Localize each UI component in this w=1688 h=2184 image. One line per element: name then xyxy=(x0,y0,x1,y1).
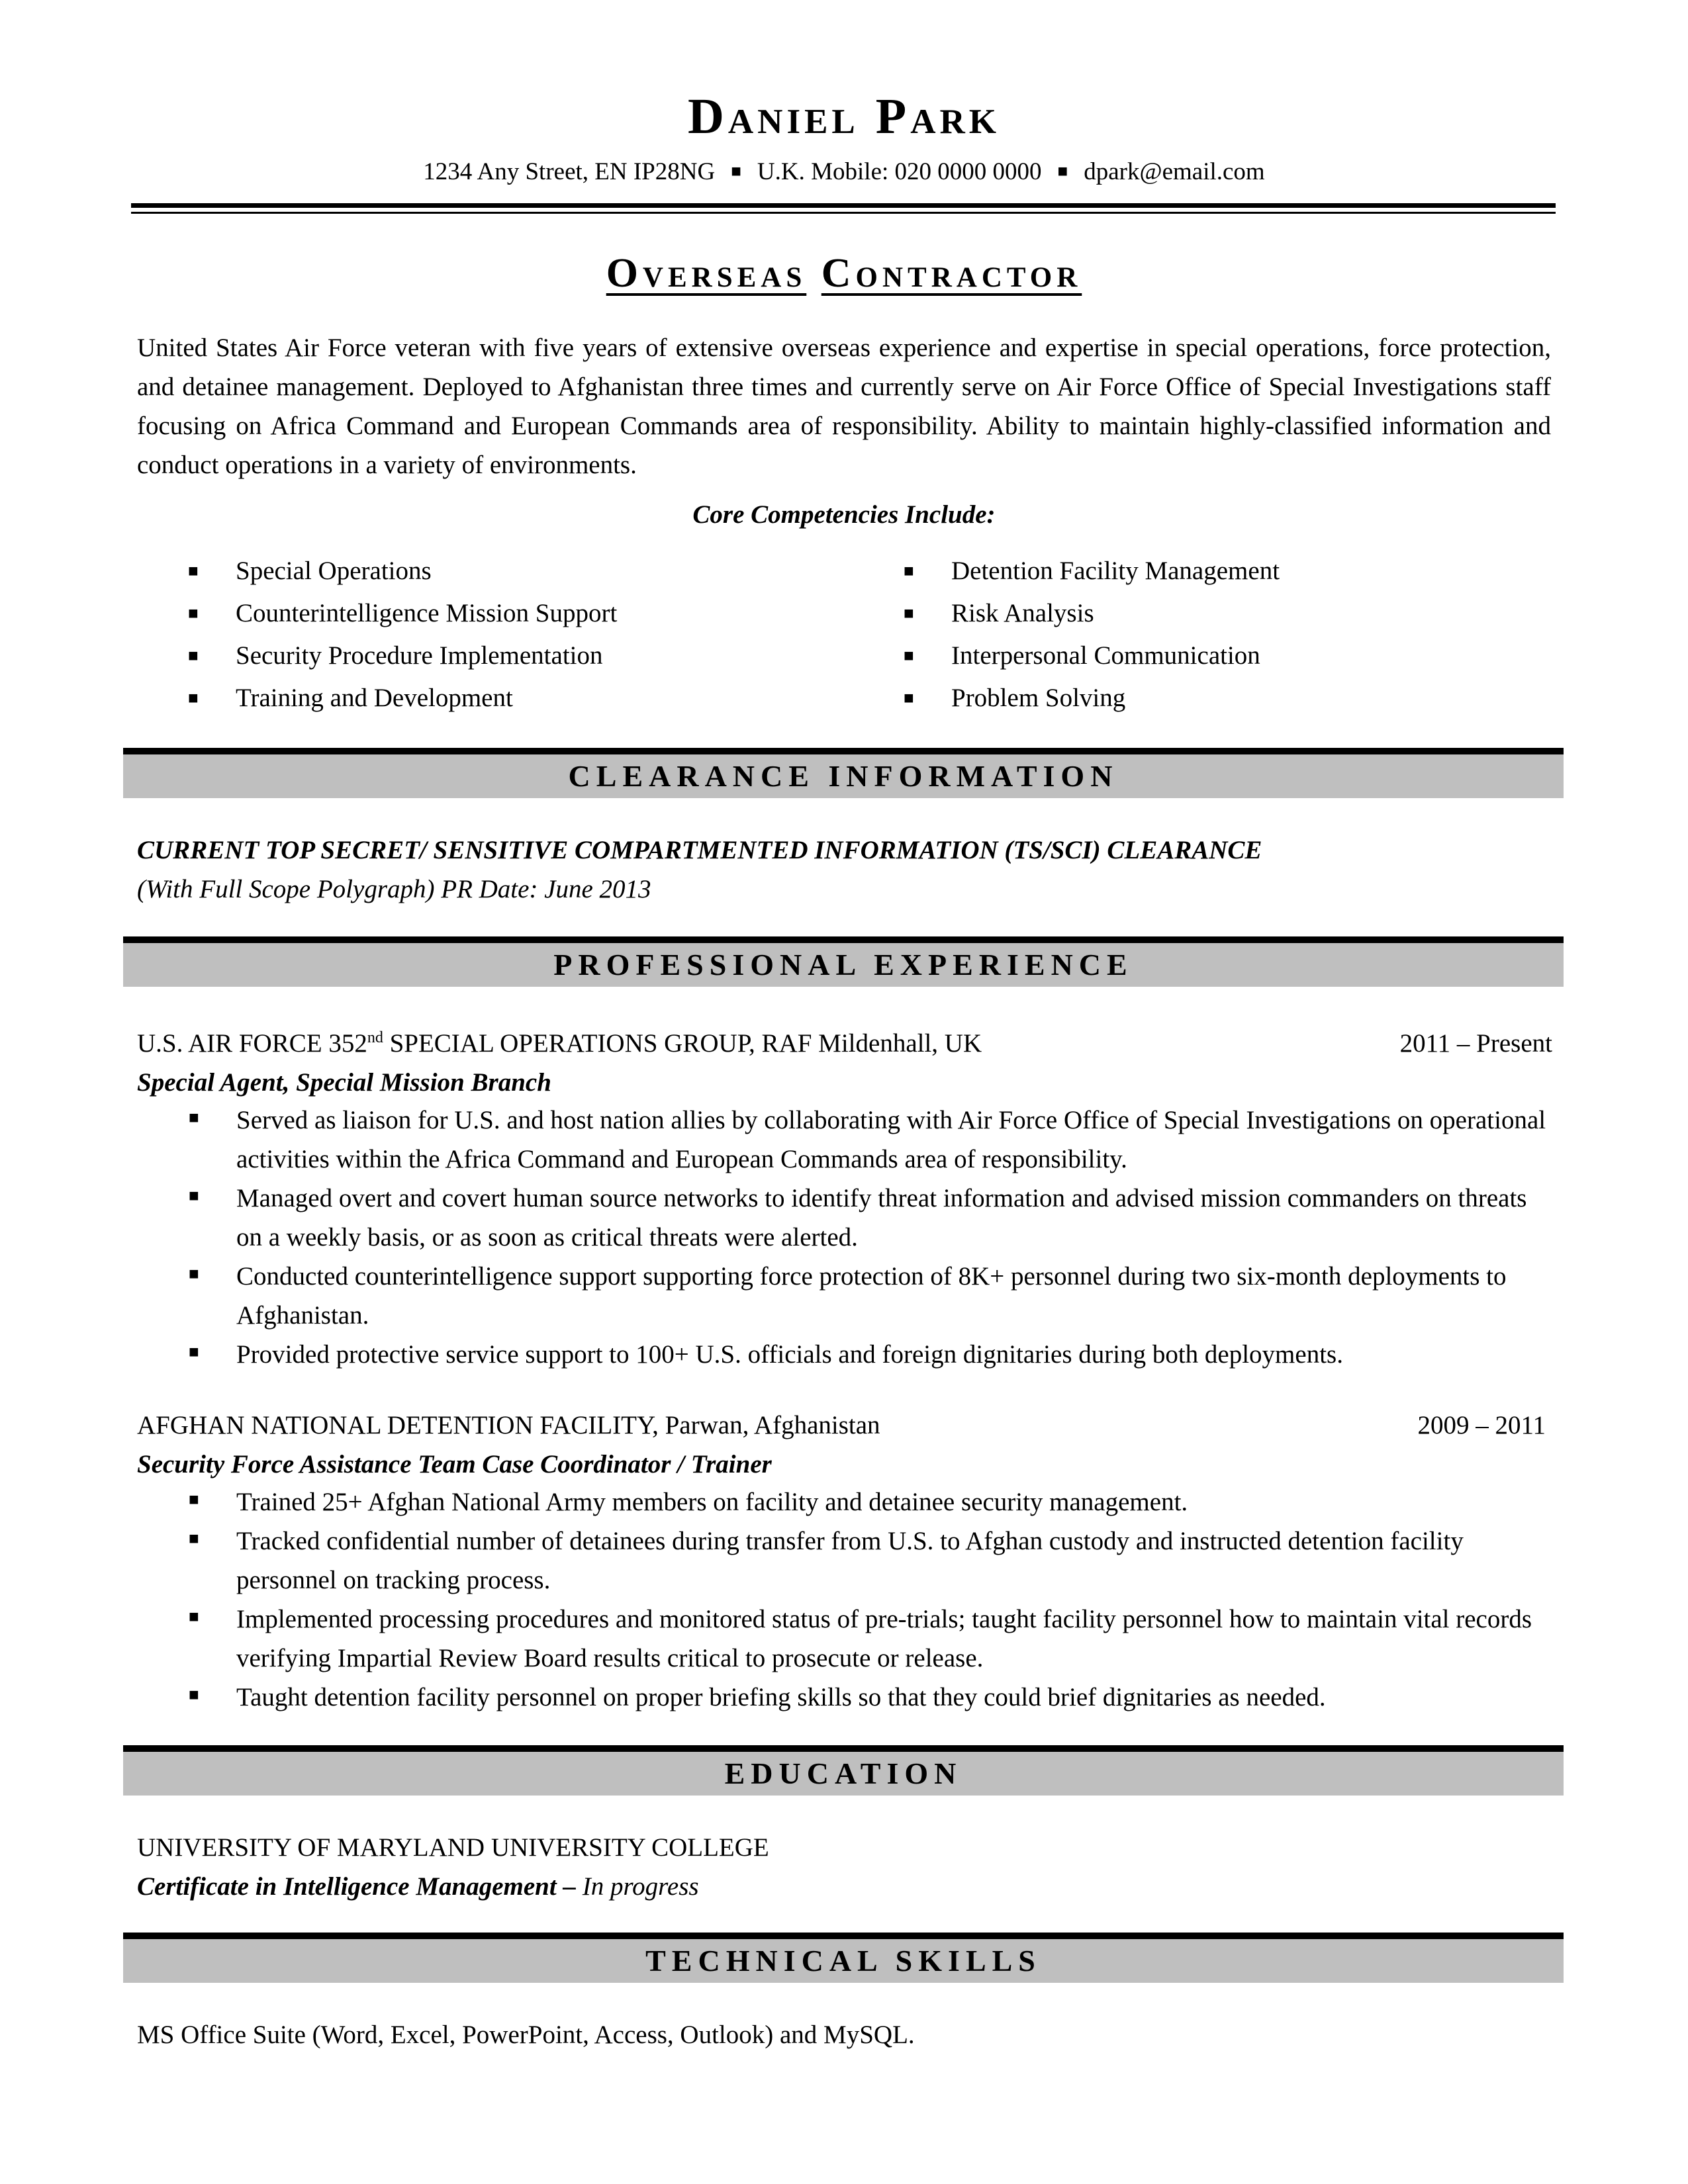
headline-word-2: Contractor xyxy=(821,251,1082,296)
section-title: EDUCATION xyxy=(123,1752,1564,1796)
bullet-icon: ■ xyxy=(189,1607,199,1626)
clearance-detail: (With Full Scope Polygraph) PR Date: June 2013 xyxy=(137,875,651,903)
competency-item: ■ Special Operations xyxy=(188,557,432,585)
technical-skills-text: MS Office Suite (Word, Excel, PowerPoint, Access, Outlook) and MySQL. xyxy=(137,2021,915,2049)
clearance-level: CURRENT TOP SECRET/ SENSITIVE COMPARTMENTED INFORMATION (TS/SCI) CLEARANCE xyxy=(137,836,1262,864)
separator-icon: ■ xyxy=(731,161,741,181)
bullet-icon: ■ xyxy=(189,1529,199,1548)
bullet-icon: ■ xyxy=(189,1186,199,1205)
bullet-icon: ■ xyxy=(188,646,199,665)
list-item: ■ Tracked confidential number of detainees during transfer from U.S. to Afghan custody and instructed detention facility personnel on tracking process. xyxy=(137,1522,1554,1600)
job-bullets xyxy=(137,1101,1554,1374)
job-dates: 2011 – Present xyxy=(1399,1029,1552,1058)
contact-line xyxy=(0,159,1688,184)
bullet-icon: ■ xyxy=(904,646,914,665)
list-item: ■ Provided protective service support to 100+ U.S. officials and foreign dignitaries during both deployments. xyxy=(137,1335,1554,1374)
competency-item: ■ Detention Facility Management xyxy=(904,557,1280,585)
job-bullets xyxy=(137,1482,1554,1717)
headline-word-1: Overseas xyxy=(606,251,807,296)
bullet-icon: ■ xyxy=(904,604,914,623)
bullet-icon: ■ xyxy=(188,604,199,623)
degree-line: Certificate in Intelligence Management – In progress xyxy=(137,1872,699,1901)
core-competencies-title: Core Competencies Include: xyxy=(692,500,996,529)
section-header-experience xyxy=(123,936,1564,987)
section-header-skills xyxy=(123,1933,1564,1983)
address: 1234 Any Street, EN IP28NG xyxy=(423,158,716,185)
job-organization: U.S. AIR FORCE 352nd SPECIAL OPERATIONS GROUP, RAF Mildenhall, UK xyxy=(137,1029,982,1058)
candidate-name: Daniel Park xyxy=(688,89,1000,144)
list-item: ■ Trained 25+ Afghan National Army members on facility and detainee security management. xyxy=(137,1482,1554,1522)
section-header-clearance xyxy=(123,748,1564,798)
competency-item: ■ Interpersonal Communication xyxy=(904,641,1260,670)
bullet-icon: ■ xyxy=(189,1685,199,1704)
list-item: ■ Taught detention facility personnel on proper briefing skills so that they could brief dignitaries as needed. xyxy=(137,1678,1554,1717)
section-title: TECHNICAL SKILLS xyxy=(123,1939,1564,1983)
job-organization: AFGHAN NATIONAL DETENTION FACILITY, Parwan, Afghanistan xyxy=(137,1411,880,1439)
bullet-icon: ■ xyxy=(189,1108,199,1127)
job-title: Security Force Assistance Team Case Coordinator / Trainer xyxy=(137,1450,772,1479)
list-item: ■ Served as liaison for U.S. and host nation allies by collaborating with Air Force Office of Special Investigations on operational activities within the Africa Command and European Commands area of responsibility. xyxy=(137,1101,1554,1179)
bullet-icon: ■ xyxy=(189,1490,199,1509)
separator-icon: ■ xyxy=(1057,161,1068,181)
bullet-icon: ■ xyxy=(904,561,914,580)
competency-item: ■ Risk Analysis xyxy=(904,599,1094,627)
section-title: CLEARANCE INFORMATION xyxy=(123,754,1564,798)
bullet-icon: ■ xyxy=(189,1264,199,1283)
section-title: PROFESSIONAL EXPERIENCE xyxy=(123,943,1564,987)
job-dates: 2009 – 2011 xyxy=(1417,1411,1546,1439)
list-item: ■ Managed overt and covert human source networks to identify threat information and advised mission commanders on threats on a weekly basis, or as soon as critical threats were alerted. xyxy=(137,1179,1554,1257)
competency-item: ■ Training and Development xyxy=(188,684,513,712)
summary-paragraph: United States Air Force veteran with five years of extensive overseas experience and expertise in special operations, force protection, and detainee management. Deployed to Afghanistan three times and currently serve on Air Force Office of Special Investigations staff focusing on Africa Command and European Commands area of responsibility. Ability to maintain highly-classified information and conduct operations in a variety of environments. xyxy=(137,334,1551,479)
list-item: ■ Implemented processing procedures and monitored status of pre-trials; taught facility personnel how to maintain vital records verifying Impartial Review Board results critical to prosecute or release. xyxy=(137,1600,1554,1678)
job-title: Special Agent, Special Mission Branch xyxy=(137,1068,551,1097)
bullet-icon: ■ xyxy=(188,688,199,707)
list-item: ■ Conducted counterintelligence support supporting force protection of 8K+ personnel during two six-month deployments to Afghanistan. xyxy=(137,1257,1554,1335)
header-rule-thick xyxy=(131,203,1556,208)
bullet-icon: ■ xyxy=(188,561,199,580)
email[interactable]: dpark@email.com xyxy=(1084,158,1265,185)
mobile: U.K. Mobile: 020 0000 0000 xyxy=(757,158,1042,185)
competency-item: ■ Counterintelligence Mission Support xyxy=(188,599,618,627)
bullet-icon: ■ xyxy=(189,1342,199,1361)
school-name: UNIVERSITY OF MARYLAND UNIVERSITY COLLEGE xyxy=(137,1833,769,1862)
competency-item: ■ Security Procedure Implementation xyxy=(188,641,603,670)
section-header-education xyxy=(123,1745,1564,1796)
bullet-icon: ■ xyxy=(904,688,914,707)
job-headline xyxy=(0,253,1688,294)
competency-item: ■ Problem Solving xyxy=(904,684,1126,712)
header-rule-thin xyxy=(131,212,1556,214)
